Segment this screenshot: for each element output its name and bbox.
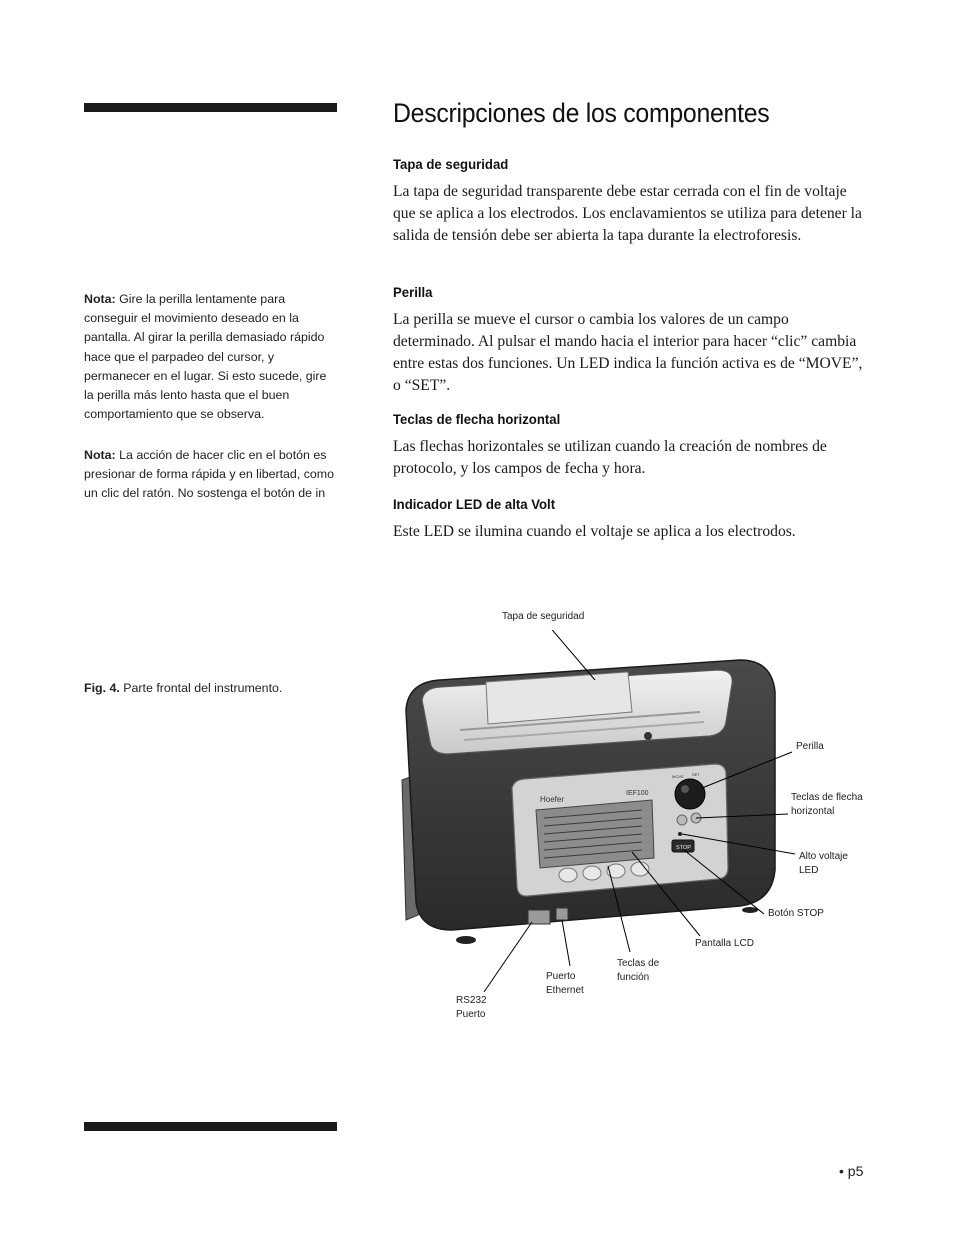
- knob-highlight: [681, 785, 689, 793]
- callout-lcd: Pantalla LCD: [695, 938, 754, 949]
- section-heading: Indicador LED de alta Volt: [393, 496, 556, 512]
- leader-line-rs232: [484, 922, 532, 992]
- set-led-label: SET: [692, 772, 700, 777]
- high-voltage-led-icon: [678, 832, 682, 836]
- side-note-click: [84, 446, 334, 504]
- instrument-illustration: [380, 630, 850, 1030]
- section-heading: Tapa de seguridad: [393, 156, 509, 172]
- foot: [456, 936, 476, 944]
- callout-line: Puerto: [546, 971, 576, 982]
- top-rule: [84, 103, 337, 112]
- callout-line: función: [617, 972, 650, 983]
- note-label: Nota:: [84, 448, 116, 462]
- callout-rs232: [456, 994, 487, 1022]
- note-text: La acción de hacer clic en el botón es presionar de forma rápida y en libertad, como un clic del ratón. No sostenga el botón de in: [84, 448, 335, 501]
- stop-button-label: STOP: [676, 845, 691, 851]
- callout-line: LED: [799, 865, 819, 876]
- note-text: Gire la perilla lentamente para conseguir el movimiento deseado en la pantalla. Al girar la perilla demasiado rápido hace que el parpadeo del cursor, y permanecer en el lugar. Si esto sucede, gire la perilla más lento hasta que el buen comportamiento que se observa.: [84, 292, 327, 422]
- callout-line: RS232: [456, 995, 487, 1006]
- callout-line: Alto voltaje: [799, 851, 848, 862]
- leader-line-ethernet: [562, 920, 570, 966]
- section-body: Este LED se ilumina cuando el voltaje se aplica a los electrodos.: [393, 523, 796, 540]
- section-heading: Teclas de flecha horizontal: [393, 411, 561, 427]
- note-label: Nota:: [84, 292, 116, 306]
- callout-line: Ethernet: [546, 985, 584, 996]
- screen-model: IEF100: [626, 790, 649, 797]
- screen-brand: Hoefer: [540, 795, 565, 804]
- callout-line: Teclas de: [617, 958, 660, 969]
- callout-lid: Tapa de seguridad: [502, 611, 585, 622]
- side-note-knob: [84, 290, 334, 424]
- section-teclas-flecha: [393, 411, 873, 480]
- knob-icon: [675, 779, 705, 809]
- figure-label: Fig. 4.: [84, 681, 120, 695]
- section-body: La tapa de seguridad transparente debe estar cerrada con el fin de voltaje que se aplica a los electrodos. Los enclavamientos se utiliza para detener la salida de tensión debe ser abierta la tapa durante la electroforesis.: [393, 183, 862, 244]
- ethernet-port-icon: [556, 908, 568, 920]
- left-arrow-key-icon: [677, 815, 687, 825]
- page-number: • p5: [839, 1163, 864, 1179]
- callout-hv-led: [799, 850, 848, 878]
- callout-line: Teclas de flecha: [791, 792, 863, 803]
- lid-latch: [644, 732, 652, 740]
- section-heading: Perilla: [393, 284, 433, 300]
- move-led-label: MOVE: [672, 774, 684, 779]
- section-tapa-de-seguridad: [393, 156, 873, 247]
- figure-caption-text: Parte frontal del instrumento.: [119, 681, 283, 695]
- function-key: [559, 868, 577, 882]
- figure-caption: [84, 681, 282, 695]
- callout-function-keys: [617, 957, 659, 985]
- rs232-port-icon: [528, 910, 550, 924]
- function-key: [583, 866, 601, 880]
- section-perilla: [393, 284, 873, 397]
- section-body: Las flechas horizontales se utilizan cuando la creación de nombres de protocolo, y los campos de fecha y hora.: [393, 438, 827, 477]
- callout-line: horizontal: [791, 806, 835, 817]
- callout-line: Puerto: [456, 1009, 486, 1020]
- callout-ethernet: [546, 970, 584, 998]
- callout-knob: Perilla: [796, 741, 824, 752]
- section-body: La perilla se mueve el cursor o cambia los valores de un campo determinado. Al pulsar el mando hacia el interior para hacer “clic” cambia entre estas dos funciones. Un LED indica la función activa es de “MOVE”, o “SET”.: [393, 311, 863, 394]
- callout-arrows: [791, 791, 863, 819]
- section-indicador-led: [393, 496, 873, 543]
- callout-stop: Botón STOP: [768, 908, 824, 919]
- bottom-rule: [84, 1122, 337, 1131]
- page-title: Descripciones de los componentes: [393, 98, 770, 128]
